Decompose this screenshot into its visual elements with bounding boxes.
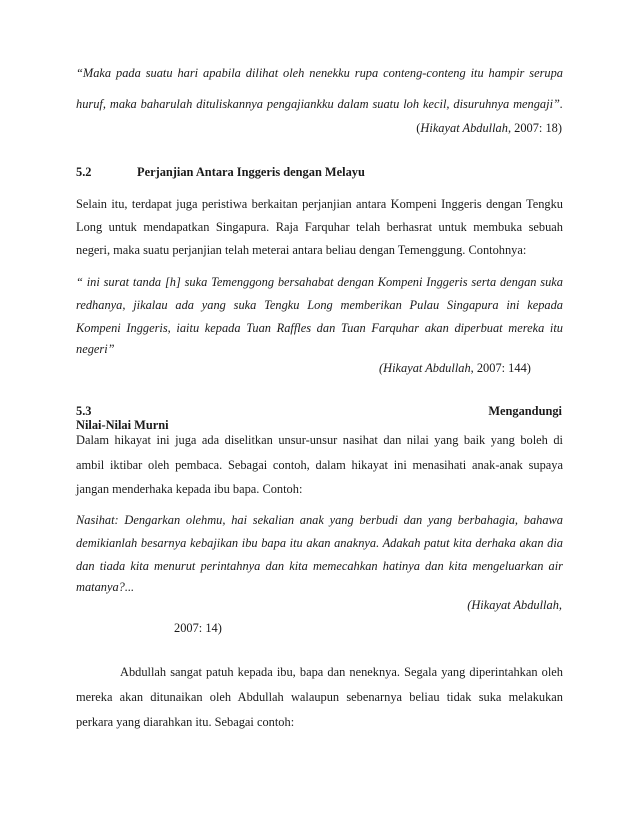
quote-1-line-1: “Maka pada suatu hari apabila dilihat oleh nenekku rupa conteng-conteng itu hampir serupa	[76, 66, 563, 80]
section-5-3-quote-line-1: Nasihat: Dengarkan olehmu, hai sekalian anak yang berbudi dan yang berbahagia, bahawa	[76, 513, 563, 527]
section-5-2-quote-line-2: redhanya, jikalau ada yang suka Tengku Long memberikan Pulau Singapura ini kepada	[76, 298, 563, 312]
section-5-3-quote-line-4: matanya?...	[76, 580, 135, 594]
quote-1-line-2: huruf, maka baharulah dituliskannya pengajiankku dalam suatu loh kecil, disuruhnya mengaji”.	[76, 97, 563, 111]
quote-1-citation: (Hikayat Abdullah, 2007: 18)	[416, 121, 562, 135]
citation-title: Hikayat Abdullah	[420, 121, 508, 135]
section-5-2-number: 5.2	[76, 165, 92, 179]
section-5-3-title-part-1: Mengandungi	[488, 404, 562, 418]
section-5-2-para-line-2: Long untuk mendapatkan Singapura. Raja Farquhar telah berhasrat untuk membuka sebuah	[76, 220, 563, 234]
section-5-3-para-line-3: jangan menderhaka kepada ibu bapa. Contoh:	[76, 482, 303, 496]
section-5-2-citation	[379, 360, 531, 376]
section-5-2-title: Perjanjian Antara Inggeris dengan Melayu	[137, 165, 365, 179]
section-5-2-para-line-1: Selain itu, terdapat juga peristiwa berkaitan perjanjian antara Kompeni Inggeris dengan Tengku	[76, 197, 563, 211]
closing-para-line-2: mereka akan ditunaikan oleh Abdullah walaupun sebenarnya beliau tidak suka melakukan	[76, 690, 563, 704]
section-5-3-para-line-1: Dalam hikayat ini juga ada diselitkan unsur-unsur nasihat dan nilai yang baik yang boleh di	[76, 433, 563, 447]
section-5-3-quote-line-2: demikianlah besarnya kebajikan ibu bapa itu akan anaknya. Adakah patut kita derhaka akan dia	[76, 536, 563, 550]
citation-year: , 2007: 144)	[470, 361, 531, 375]
closing-para-line-3: perkara yang diarahkan itu. Sebagai contoh:	[76, 715, 295, 729]
section-5-2-para-line-3: negeri, maka suatu perjanjian telah meterai antara beliau dengan Temenggung. Contohnya:	[76, 243, 527, 257]
section-5-3-title-part-2: Nilai-Nilai Murni	[76, 418, 169, 432]
section-5-2-quote-line-4: negeri”	[76, 342, 115, 356]
citation-title: (Hikayat Abdullah	[379, 361, 471, 375]
section-5-2-quote-line-1: “ ini surat tanda [h] suka Temenggong bersahabat dengan Kompeni Inggeris serta dengan suka	[76, 275, 563, 289]
section-5-3-number: 5.3	[76, 404, 92, 418]
section-5-3-quote-line-3: dan tiada kita menurut perintahnya dan kita memecahkan hatinya dan kita mengeluarkan air	[76, 559, 563, 573]
section-5-3-citation-line-1: (Hikayat Abdullah,	[467, 598, 562, 612]
citation-year: , 2007: 18)	[507, 121, 562, 135]
closing-para-line-1: Abdullah sangat patuh kepada ibu, bapa dan neneknya. Segala yang diperintahkan oleh	[120, 665, 563, 679]
section-5-3-citation-line-2: 2007: 14)	[174, 621, 222, 635]
section-5-2-quote-line-3: Kompeni Inggeris, iaitu kepada Tuan Raffles dan Tuan Farquhar akan diperbuat mereka itu	[76, 321, 563, 335]
section-5-3-para-line-2: ambil iktibar oleh pembaca. Sebagai contoh, dalam hikayat ini menasihati anak-anak supaya	[76, 458, 563, 472]
